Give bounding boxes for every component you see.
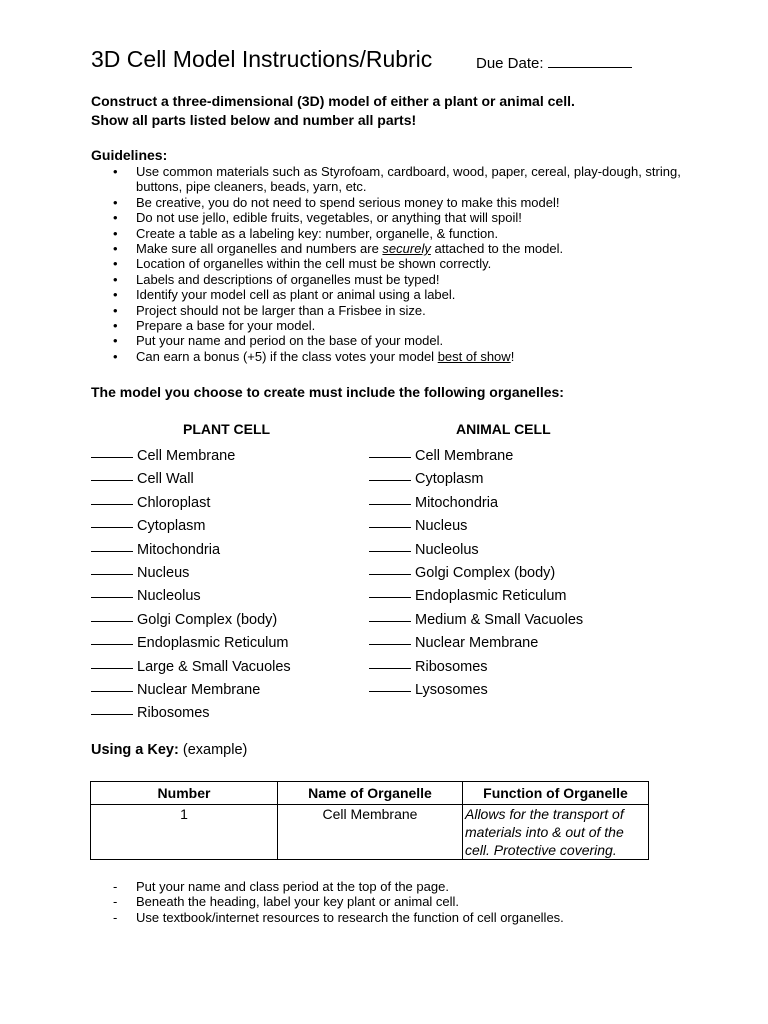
guideline-item: • Use common materials such as Styrofoam, cardboard, wood, paper, cereal, play-dough, string, buttons, pipe cleaners, beads, yarn, etc. [91, 164, 691, 195]
number-blank [91, 677, 133, 692]
animal-organelle-item: Cell Membrane [369, 443, 629, 466]
plant-organelle-item: Nucleus [91, 560, 351, 583]
guidelines-list [91, 164, 691, 364]
plant-organelle-item: Nucleolus [91, 583, 351, 606]
intro-text [91, 92, 575, 130]
guideline-item: • Be creative, you do not need to spend serious money to make this model! [91, 195, 691, 210]
table-header-row [91, 782, 649, 805]
table-row [91, 805, 649, 860]
due-date-field [476, 53, 632, 72]
plant-organelle-item: Mitochondria [91, 537, 351, 560]
number-blank [369, 630, 411, 645]
due-date-blank [548, 53, 632, 68]
plant-organelle-item: Ribosomes [91, 700, 351, 723]
animal-organelle-item: Medium & Small Vacuoles [369, 607, 629, 630]
plant-organelle-item: Cell Membrane [91, 443, 351, 466]
plant-cell-heading: PLANT CELL [183, 421, 271, 437]
animal-cell-column [369, 421, 629, 700]
final-notes-list [91, 879, 564, 925]
number-blank [369, 583, 411, 598]
number-blank [369, 537, 411, 552]
number-blank [91, 490, 133, 505]
note-item: - Beneath the heading, label your key plant or animal cell. [91, 894, 564, 909]
page-title: 3D Cell Model Instructions/Rubric [91, 46, 433, 72]
guideline-item: • Labels and descriptions of organelles must be typed! [91, 272, 691, 287]
guideline-item: • Identify your model cell as plant or animal using a label. [91, 287, 691, 302]
guideline-item: • Location of organelles within the cell must be shown correctly. [91, 256, 691, 271]
number-blank [91, 560, 133, 575]
animal-organelle-item: Ribosomes [369, 654, 629, 677]
plant-cell-column [91, 421, 351, 724]
number-blank [369, 677, 411, 692]
number-blank [369, 607, 411, 622]
intro-line: Show all parts listed below and number all parts! [91, 112, 417, 128]
animal-organelle-item: Endoplasmic Reticulum [369, 583, 629, 606]
guideline-item: • Do not use jello, edible fruits, vegetables, or anything that will spoil! [91, 210, 691, 225]
note-item: - Use textbook/internet resources to research the function of cell organelles. [91, 910, 564, 925]
number-blank [91, 700, 133, 715]
number-blank [91, 537, 133, 552]
number-blank [91, 443, 133, 458]
plant-organelle-item: Golgi Complex (body) [91, 607, 351, 630]
table-cell: Allows for the transport of materials into & out of the cell. Protective covering. [463, 805, 649, 860]
plant-organelle-item: Cell Wall [91, 466, 351, 489]
animal-organelle-item: Mitochondria [369, 490, 629, 513]
number-blank [369, 560, 411, 575]
column-header: Number [91, 782, 278, 805]
guideline-item: • Put your name and period on the base of your model. [91, 333, 691, 348]
column-header: Name of Organelle [278, 782, 463, 805]
plant-organelle-item: Chloroplast [91, 490, 351, 513]
animal-organelle-item: Cytoplasm [369, 466, 629, 489]
note-item: - Put your name and class period at the top of the page. [91, 879, 564, 894]
securely-emphasis: securely [382, 241, 431, 257]
column-header: Function of Organelle [463, 782, 649, 805]
number-blank [369, 513, 411, 528]
guideline-item: • Project should not be larger than a Frisbee in size. [91, 303, 691, 318]
best-of-show-emphasis: best of show [437, 348, 511, 364]
plant-organelle-item: Cytoplasm [91, 513, 351, 536]
guideline-item-securely: • Make sure all organelles and numbers are securely attached to the model. [91, 241, 691, 256]
number-blank [91, 630, 133, 645]
guideline-item: • Prepare a base for your model. [91, 318, 691, 333]
organelles-heading: The model you choose to create must include the following organelles: [91, 384, 564, 400]
guidelines-heading: Guidelines: [91, 147, 168, 163]
plant-organelle-item: Nuclear Membrane [91, 677, 351, 700]
intro-line: Construct a three-dimensional (3D) model of either a plant or animal cell. [91, 93, 575, 109]
number-blank [91, 607, 133, 622]
number-blank [91, 466, 133, 481]
animal-organelle-item: Golgi Complex (body) [369, 560, 629, 583]
animal-organelle-item: Lysosomes [369, 677, 629, 700]
guideline-item-bonus: • Can earn a bonus (+5) if the class votes your model best of show! [91, 349, 691, 364]
animal-organelle-item: Nucleolus [369, 537, 629, 560]
table-cell: 1 [91, 805, 278, 860]
due-date-label: Due Date: [476, 55, 544, 72]
number-blank [369, 443, 411, 458]
plant-organelle-item: Endoplasmic Reticulum [91, 630, 351, 653]
animal-organelle-item: Nucleus [369, 513, 629, 536]
number-blank [91, 513, 133, 528]
number-blank [369, 490, 411, 505]
animal-cell-heading: ANIMAL CELL [456, 421, 551, 437]
key-heading: Using a Key: (example) [91, 742, 248, 758]
key-table [90, 781, 649, 860]
table-cell: Cell Membrane [278, 805, 463, 860]
number-blank [369, 654, 411, 669]
number-blank [91, 583, 133, 598]
number-blank [369, 466, 411, 481]
number-blank [91, 654, 133, 669]
guideline-item: • Create a table as a labeling key: number, organelle, & function. [91, 226, 691, 241]
animal-organelle-item: Nuclear Membrane [369, 630, 629, 653]
plant-organelle-item: Large & Small Vacuoles [91, 654, 351, 677]
